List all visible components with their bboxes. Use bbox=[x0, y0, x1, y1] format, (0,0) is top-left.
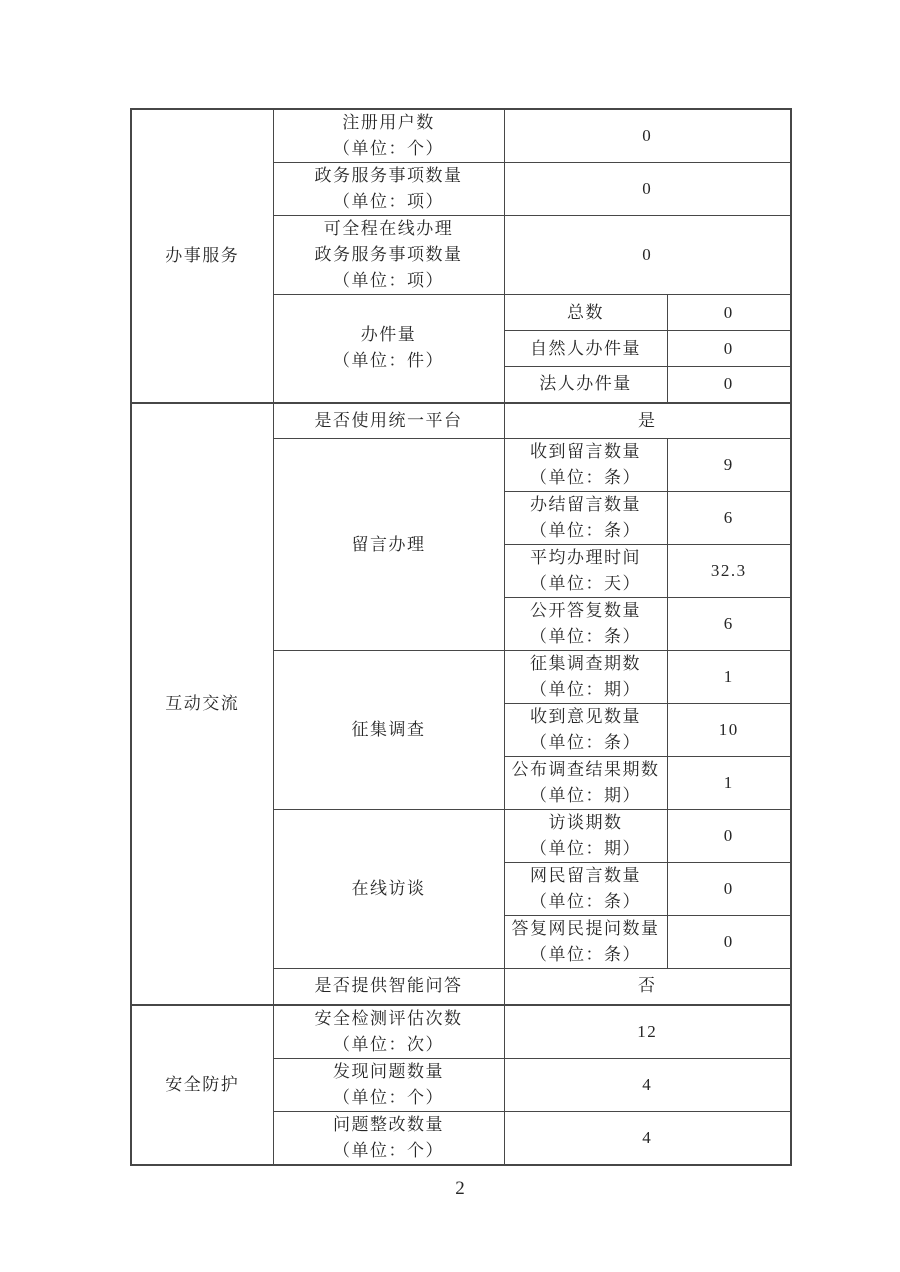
text-line: （单位：条） bbox=[530, 521, 641, 540]
report-table-body bbox=[131, 109, 791, 1165]
text-line: 平均办理时间 bbox=[530, 548, 641, 567]
sub-label-cell bbox=[504, 545, 667, 598]
text-line: （单位：次） bbox=[333, 1034, 444, 1054]
category-cell: 办事服务 bbox=[131, 109, 273, 403]
text-line: 是否使用统一平台 bbox=[314, 410, 463, 430]
row-label-cell bbox=[273, 403, 504, 439]
text-line: （单位：条） bbox=[530, 468, 641, 487]
sub-label-cell bbox=[504, 704, 667, 757]
text-line: 答复网民提问数量 bbox=[511, 919, 660, 938]
value-cell: 12 bbox=[504, 1005, 791, 1059]
text-line: （单位：个） bbox=[333, 1087, 444, 1107]
text-line: 访谈期数 bbox=[548, 813, 623, 832]
text-line: （单位：条） bbox=[530, 892, 641, 911]
text-line: 征集调查 bbox=[351, 720, 426, 739]
category-cell: 互动交流 bbox=[131, 403, 273, 1005]
value-cell: 是 bbox=[504, 403, 791, 439]
row-label-cell bbox=[273, 1111, 504, 1165]
value-cell: 0 bbox=[667, 916, 791, 969]
sub-label-cell bbox=[504, 863, 667, 916]
value-cell: 4 bbox=[504, 1058, 791, 1111]
text-line: 办结留言数量 bbox=[530, 495, 641, 514]
row-label-cell bbox=[273, 1058, 504, 1111]
sub-label-cell bbox=[504, 916, 667, 969]
value-cell: 6 bbox=[667, 598, 791, 651]
text-line: （单位：条） bbox=[530, 733, 641, 752]
text-line: （单位：件） bbox=[333, 351, 444, 371]
value-cell: 1 bbox=[667, 651, 791, 704]
group-label-cell bbox=[273, 810, 504, 969]
value-cell: 0 bbox=[504, 163, 791, 216]
category-cell: 安全防护 bbox=[131, 1005, 273, 1165]
value-cell: 9 bbox=[667, 439, 791, 492]
text-line: 收到留言数量 bbox=[530, 442, 641, 461]
sub-label-cell bbox=[504, 810, 667, 863]
text-line: （单位：条） bbox=[530, 627, 641, 646]
text-line: 收到意见数量 bbox=[530, 707, 641, 726]
sub-label-cell bbox=[504, 439, 667, 492]
value-cell: 0 bbox=[504, 216, 791, 295]
text-line: 征集调查期数 bbox=[530, 654, 641, 673]
table-row bbox=[131, 109, 791, 163]
group-label-cell bbox=[273, 651, 504, 810]
text-line: 政务服务事项数量 bbox=[314, 166, 463, 185]
text-line: （单位：期） bbox=[530, 680, 641, 699]
value-cell: 否 bbox=[504, 969, 791, 1005]
sub-label-cell bbox=[504, 598, 667, 651]
sub-label-cell bbox=[504, 295, 667, 331]
text-line: 法人办件量 bbox=[539, 374, 632, 394]
text-line: （单位：天） bbox=[530, 574, 641, 593]
text-line: 是否提供智能问答 bbox=[314, 976, 463, 996]
row-label-cell bbox=[273, 109, 504, 163]
row-label-cell bbox=[273, 969, 504, 1005]
text-line: 发现问题数量 bbox=[333, 1061, 444, 1081]
row-label-cell bbox=[273, 163, 504, 216]
value-cell: 0 bbox=[667, 331, 791, 367]
text-line: 安全检测评估次数 bbox=[314, 1008, 463, 1028]
text-line: 可全程在线办理 bbox=[323, 219, 454, 238]
value-cell: 4 bbox=[504, 1111, 791, 1165]
sub-label-cell bbox=[504, 492, 667, 545]
value-cell: 0 bbox=[504, 109, 791, 163]
text-line: 自然人办件量 bbox=[530, 338, 641, 358]
sub-label-cell bbox=[504, 757, 667, 810]
text-line: 办件量 bbox=[360, 325, 417, 345]
row-label-cell bbox=[273, 216, 504, 295]
text-line: （单位：个） bbox=[333, 139, 444, 158]
value-cell: 6 bbox=[667, 492, 791, 545]
text-line: （单位：条） bbox=[530, 945, 641, 964]
text-line: （单位：期） bbox=[530, 786, 641, 805]
text-line: 问题整改数量 bbox=[333, 1114, 444, 1134]
text-line: （单位：个） bbox=[333, 1140, 444, 1160]
value-cell: 1 bbox=[667, 757, 791, 810]
text-line: 总数 bbox=[567, 302, 604, 322]
value-cell: 0 bbox=[667, 295, 791, 331]
text-line: （单位：期） bbox=[530, 839, 641, 858]
report-table bbox=[130, 108, 792, 1166]
sub-label-cell bbox=[504, 331, 667, 367]
value-cell: 0 bbox=[667, 367, 791, 403]
value-cell: 10 bbox=[667, 704, 791, 757]
sub-label-cell bbox=[504, 651, 667, 704]
value-cell: 32.3 bbox=[667, 545, 791, 598]
text-line: （单位：项） bbox=[333, 192, 444, 211]
table-row bbox=[131, 1005, 791, 1059]
text-line: （单位：项） bbox=[333, 271, 444, 290]
group-label-cell bbox=[273, 439, 504, 651]
text-line: 留言办理 bbox=[351, 534, 426, 554]
text-line: 注册用户数 bbox=[342, 113, 435, 132]
report-table-container bbox=[130, 108, 790, 1166]
value-cell: 0 bbox=[667, 863, 791, 916]
group-label-cell bbox=[273, 295, 504, 403]
text-line: 在线访谈 bbox=[351, 879, 426, 898]
table-row bbox=[131, 403, 791, 439]
sub-label-cell bbox=[504, 367, 667, 403]
text-line: 政务服务事项数量 bbox=[314, 245, 463, 264]
value-cell: 0 bbox=[667, 810, 791, 863]
row-label-cell bbox=[273, 1005, 504, 1059]
text-line: 网民留言数量 bbox=[530, 866, 641, 885]
page-number: 2 bbox=[455, 1178, 465, 1199]
text-line: 公开答复数量 bbox=[530, 601, 641, 620]
text-line: 公布调查结果期数 bbox=[511, 760, 660, 779]
